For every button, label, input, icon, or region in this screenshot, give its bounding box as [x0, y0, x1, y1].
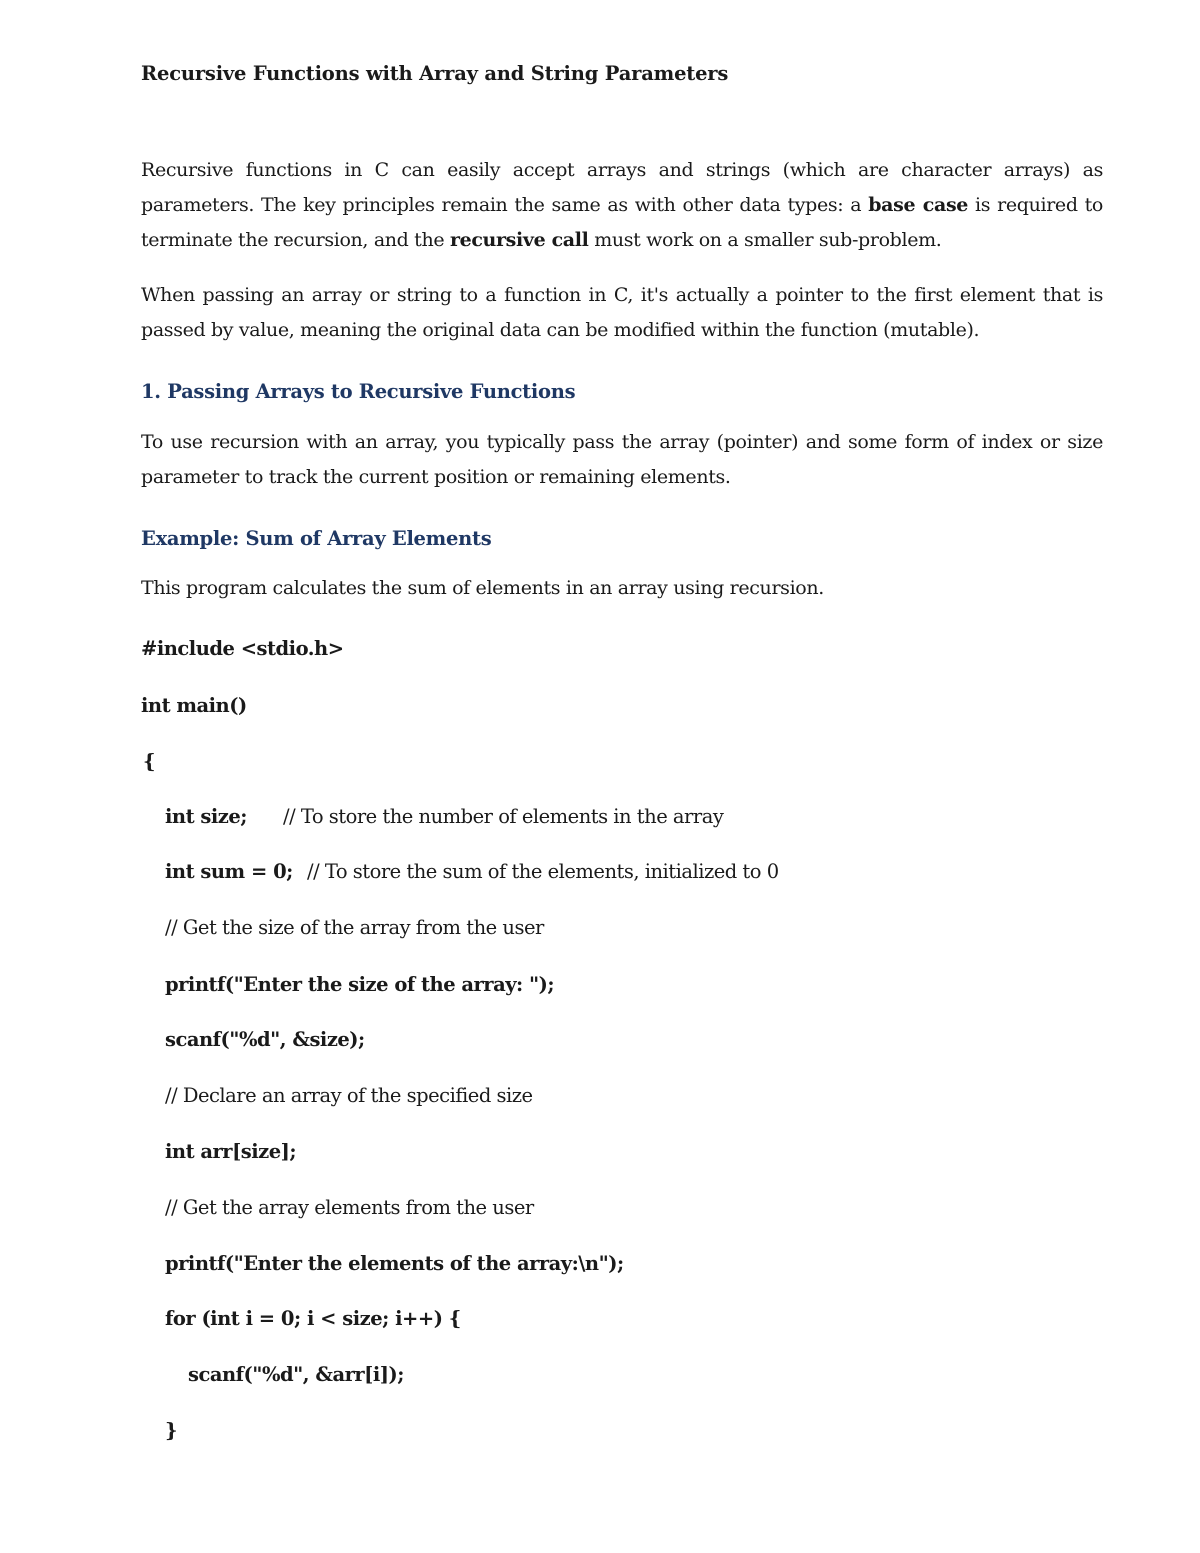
section-heading-passing-arrays: 1. Passing Arrays to Recursive Functions [141, 380, 576, 403]
code-scanf-elem: scanf("%d", &arr[i]); [188, 1363, 404, 1386]
code-scanf-size: scanf("%d", &size); [165, 1028, 365, 1051]
intro-bold-recursive-call: recursive call [449, 229, 589, 251]
intro-paragraph [141, 153, 1103, 258]
intro-text-3: must work on a smaller sub-problem. [588, 229, 942, 251]
intro-text-1: Recursive functions in C can easily accept arrays and strings (which are character arrays) as parameters. The key principles remain the same as with other data types: a [141, 159, 1103, 216]
code-comment-get-size: // Get the size of the array from the user [165, 916, 544, 939]
code-comment-get-elements: // Get the array elements from the user [165, 1196, 534, 1219]
document-title: Recursive Functions with Array and String Parameters [141, 62, 729, 85]
code-printf-size: printf("Enter the size of the array: "); [165, 973, 555, 996]
code-size-comment: // To store the number of elements in the array [283, 805, 724, 828]
code-include: #include <stdio.h> [141, 637, 344, 660]
intro-bold-base-case: base case [868, 194, 969, 216]
code-arr-decl: int arr[size]; [165, 1140, 297, 1163]
code-main: int main() [141, 694, 247, 717]
code-close-brace: } [165, 1419, 178, 1442]
paragraph-array-recursion: To use recursion with an array, you typically pass the array (pointer) and some form of index or size parameter to track the current position or remaining elements. [141, 431, 1103, 488]
code-open-brace: { [143, 750, 156, 773]
code-printf-elements: printf("Enter the elements of the array:\n"); [165, 1252, 624, 1275]
code-size-decl: int size; [165, 805, 247, 828]
paragraph-pointer-passing: When passing an array or string to a function in C, it's actually a pointer to the first element that is passed by value, meaning the original data can be modified within the function (mutable). [141, 284, 1103, 341]
code-sum-decl: int sum = 0; [165, 860, 293, 883]
code-sum-comment: // To store the sum of the elements, initialized to 0 [307, 860, 779, 883]
example-description: This program calculates the sum of elements in an array using recursion. [141, 577, 824, 599]
code-comment-declare: // Declare an array of the specified size [165, 1084, 533, 1107]
code-for-loop: for (int i = 0; i < size; i++) { [165, 1307, 461, 1330]
example-heading: Example: Sum of Array Elements [141, 527, 492, 550]
intro-text-2: is required to terminate the recursion, and the [141, 194, 1103, 251]
